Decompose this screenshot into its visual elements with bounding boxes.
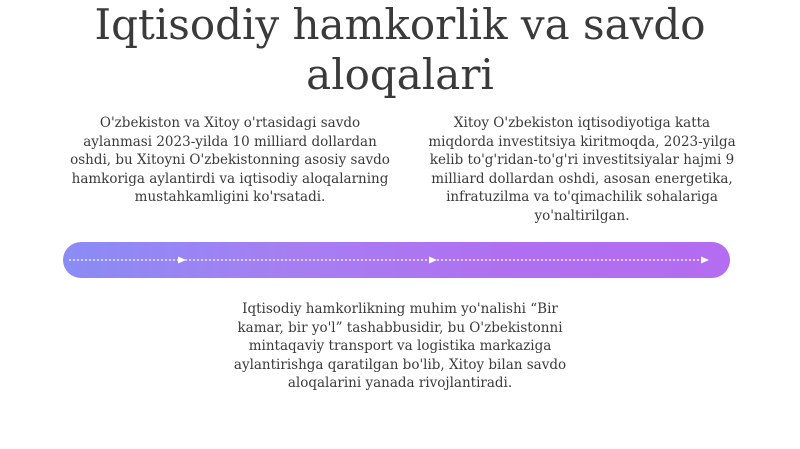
timeline-arrow-2 <box>429 257 437 264</box>
investment-text: Xitoy O'zbekiston iqtisodiyotiga katta miqdorda investitsiya kiritmoqda, 2023-yilga kelib to'g'ridan-to'g'ri investitsiyalar hajmi 9 milliard dollardan oshdi, asosan energetika, infratuzilma va to'qimachilik sohalariga yo'naltirilgan. <box>428 115 736 224</box>
page-title: Iqtisodiy hamkorlik va savdo aloqalari <box>94 0 706 99</box>
belt-and-road-text: Iqtisodiy hamkorlikning muhim yo'nalishi “Bir kamar, bir yo'l” tashabbusidir, bu O'zbekistonni mintaqaviy transport va logistika markaziga aylantirishga qaratilgan bo'lib, Xitoy bilan savdo aloqalarini yanada rivojlantiradi. <box>233 301 567 391</box>
timeline-arrow-1 <box>178 257 186 264</box>
trade-turnover-text: O'zbekiston va Xitoy o'rtasidagi savdo aylanmasi 2023-yilda 10 milliard dollardan oshdi, bu Xitoyni O'zbekistonning asosiy savdo hamkoriga aylantirdi va iqtisodiy aloqalarning mustahkamligini ko'rsatadi. <box>70 115 390 205</box>
timeline-arrow-3 <box>701 257 709 264</box>
timeline-line <box>63 242 730 278</box>
timeline-bar <box>63 242 730 278</box>
